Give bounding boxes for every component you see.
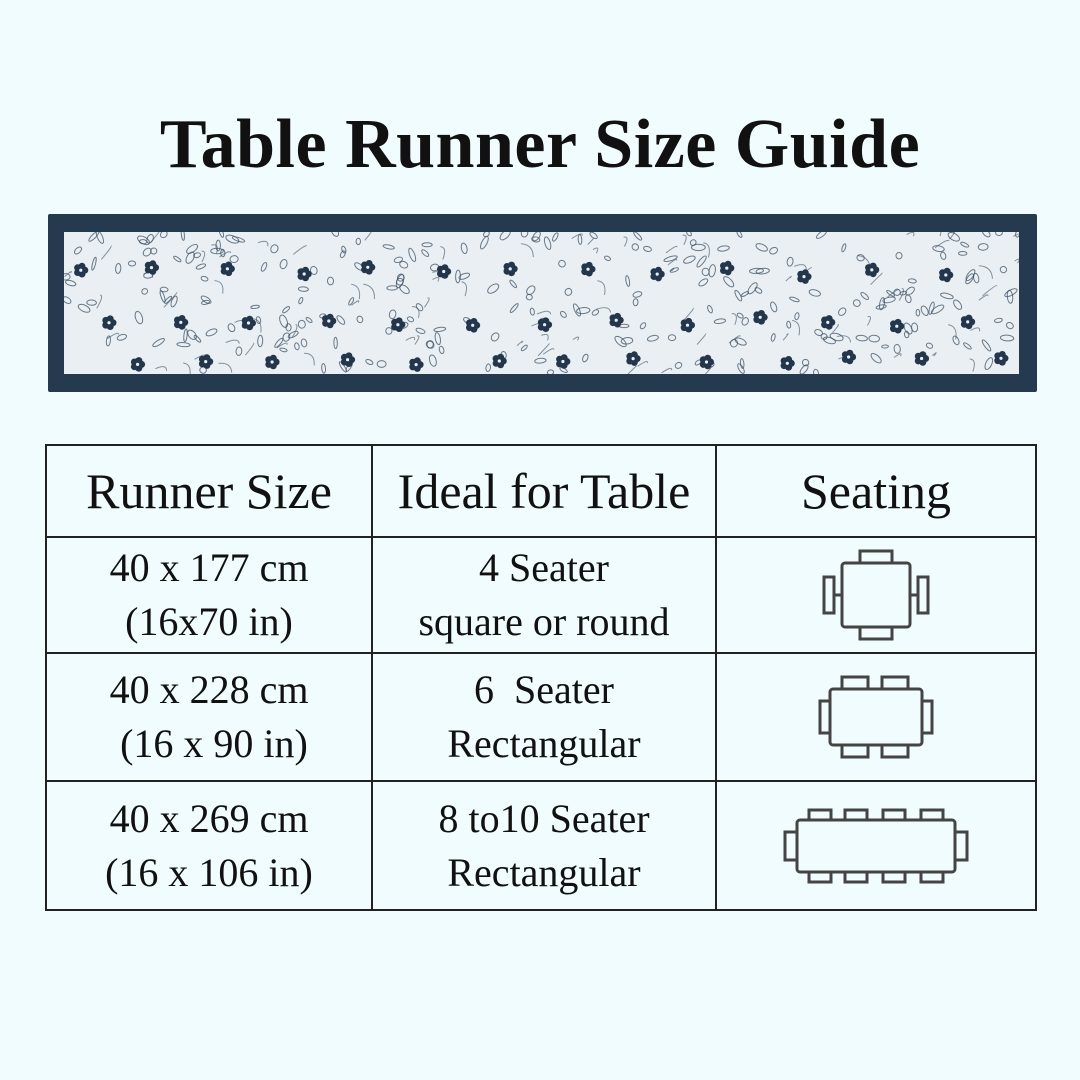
table-runner-image [48,214,1037,392]
table-shape: square or round [418,599,670,644]
seating-cell [716,781,1036,910]
size-in: (16x70 in) [125,599,293,644]
page-title: Table Runner Size Guide [159,106,921,183]
ideal-table-cell [372,653,716,781]
table-row [46,781,1036,910]
seater-count: 4 Seater [479,545,609,590]
header-runner-size: Runner Size [46,445,372,537]
table-shape: Rectangular [447,721,641,766]
seating-cell [716,537,1036,653]
header-seating: Seating [716,445,1036,537]
size-cm: 40 x 177 cm [109,545,309,590]
floral-pattern [64,232,1019,374]
ideal-table-cell [372,781,716,910]
table-row [46,653,1036,781]
floral-print-icon [64,232,1019,374]
runner-size-cell [46,653,372,781]
six-seater-table-icon [816,675,936,759]
header-ideal-for-table: Ideal for Table [372,445,716,537]
table-row [46,537,1036,653]
size-guide-table [45,444,1037,911]
size-cm: 40 x 269 cm [109,795,309,841]
four-seater-table-icon [820,547,932,643]
runner-size-cell [46,537,372,653]
ten-seater-table-icon [781,808,971,884]
size-in: (16 x 90 in) [110,721,308,766]
runner-size-cell [46,781,372,910]
seating-cell [716,653,1036,781]
seater-count: 8 to10 Seater [438,795,650,841]
size-cm: 40 x 228 cm [109,667,309,712]
table-shape: Rectangular [447,849,641,895]
seater-count: 6 Seater [474,667,614,712]
table-header-row [46,445,1036,537]
size-in: (16 x 106 in) [105,849,313,895]
ideal-table-cell [372,537,716,653]
